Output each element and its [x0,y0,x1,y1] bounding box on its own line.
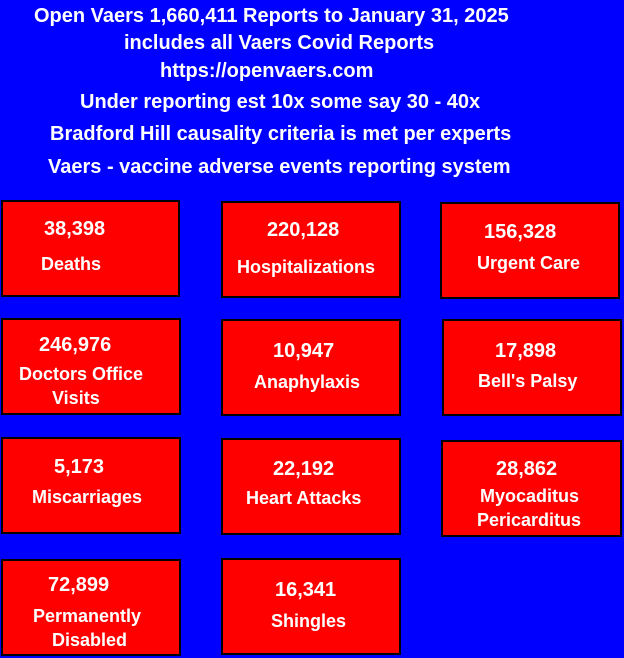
stat-box-hospitalizations [221,201,401,298]
stat-label: Anaphylaxis [254,372,361,392]
stat-count: 220,128 [267,219,340,241]
stat-label-line2: Pericarditus [477,510,582,530]
stat-label: Urgent Care [477,253,581,273]
stat-label: Hospitalizations [237,257,376,277]
stat-label-line2: Visits [52,388,100,408]
stat-count: 28,862 [496,458,558,480]
header-url: https://openvaers.com [160,60,374,82]
stat-box-deaths [1,200,180,297]
stat-box-miscarriages [1,437,181,534]
stat-box-anaphylaxis [221,319,401,416]
stat-label: Heart Attacks [246,488,362,508]
stat-box-myocarditis-pericarditis [441,440,622,537]
stat-count: 246,976 [39,334,112,356]
stat-count: 72,899 [48,574,110,596]
stat-label: Doctors Office [19,364,144,384]
stat-count: 22,192 [273,458,335,480]
stat-label: Shingles [271,611,347,631]
stat-box-heart-attacks [221,438,401,535]
stat-count: 10,947 [273,340,335,362]
stat-box-bells-palsy [442,319,622,416]
stat-count: 16,341 [275,579,337,601]
stat-box-shingles [221,558,401,655]
stat-box-permanently-disabled [1,559,181,656]
stat-box-urgent-care [440,202,620,299]
header-underreporting: Under reporting est 10x some say 30 - 40x [80,91,481,113]
stat-label: Myocaditus [480,486,580,506]
header-causality: Bradford Hill causality criteria is met per experts [50,123,512,145]
header-title: Open Vaers 1,660,411 Reports to January 31, 2025 [34,5,509,27]
stat-count: 17,898 [495,340,557,362]
stat-label: Permanently [33,606,142,626]
stat-count: 38,398 [44,218,106,240]
header-vaers-definition: Vaers - vaccine adverse events reporting system [48,156,511,178]
stat-label: Miscarriages [32,487,143,507]
stat-box-doctors-office-visits [1,318,181,415]
stat-label-line2: Disabled [52,630,128,650]
stat-count: 5,173 [54,456,105,478]
stat-count: 156,328 [484,221,557,243]
stat-label: Deaths [41,254,102,274]
stat-label: Bell's Palsy [478,371,578,391]
header-subtitle: includes all Vaers Covid Reports [124,32,435,54]
